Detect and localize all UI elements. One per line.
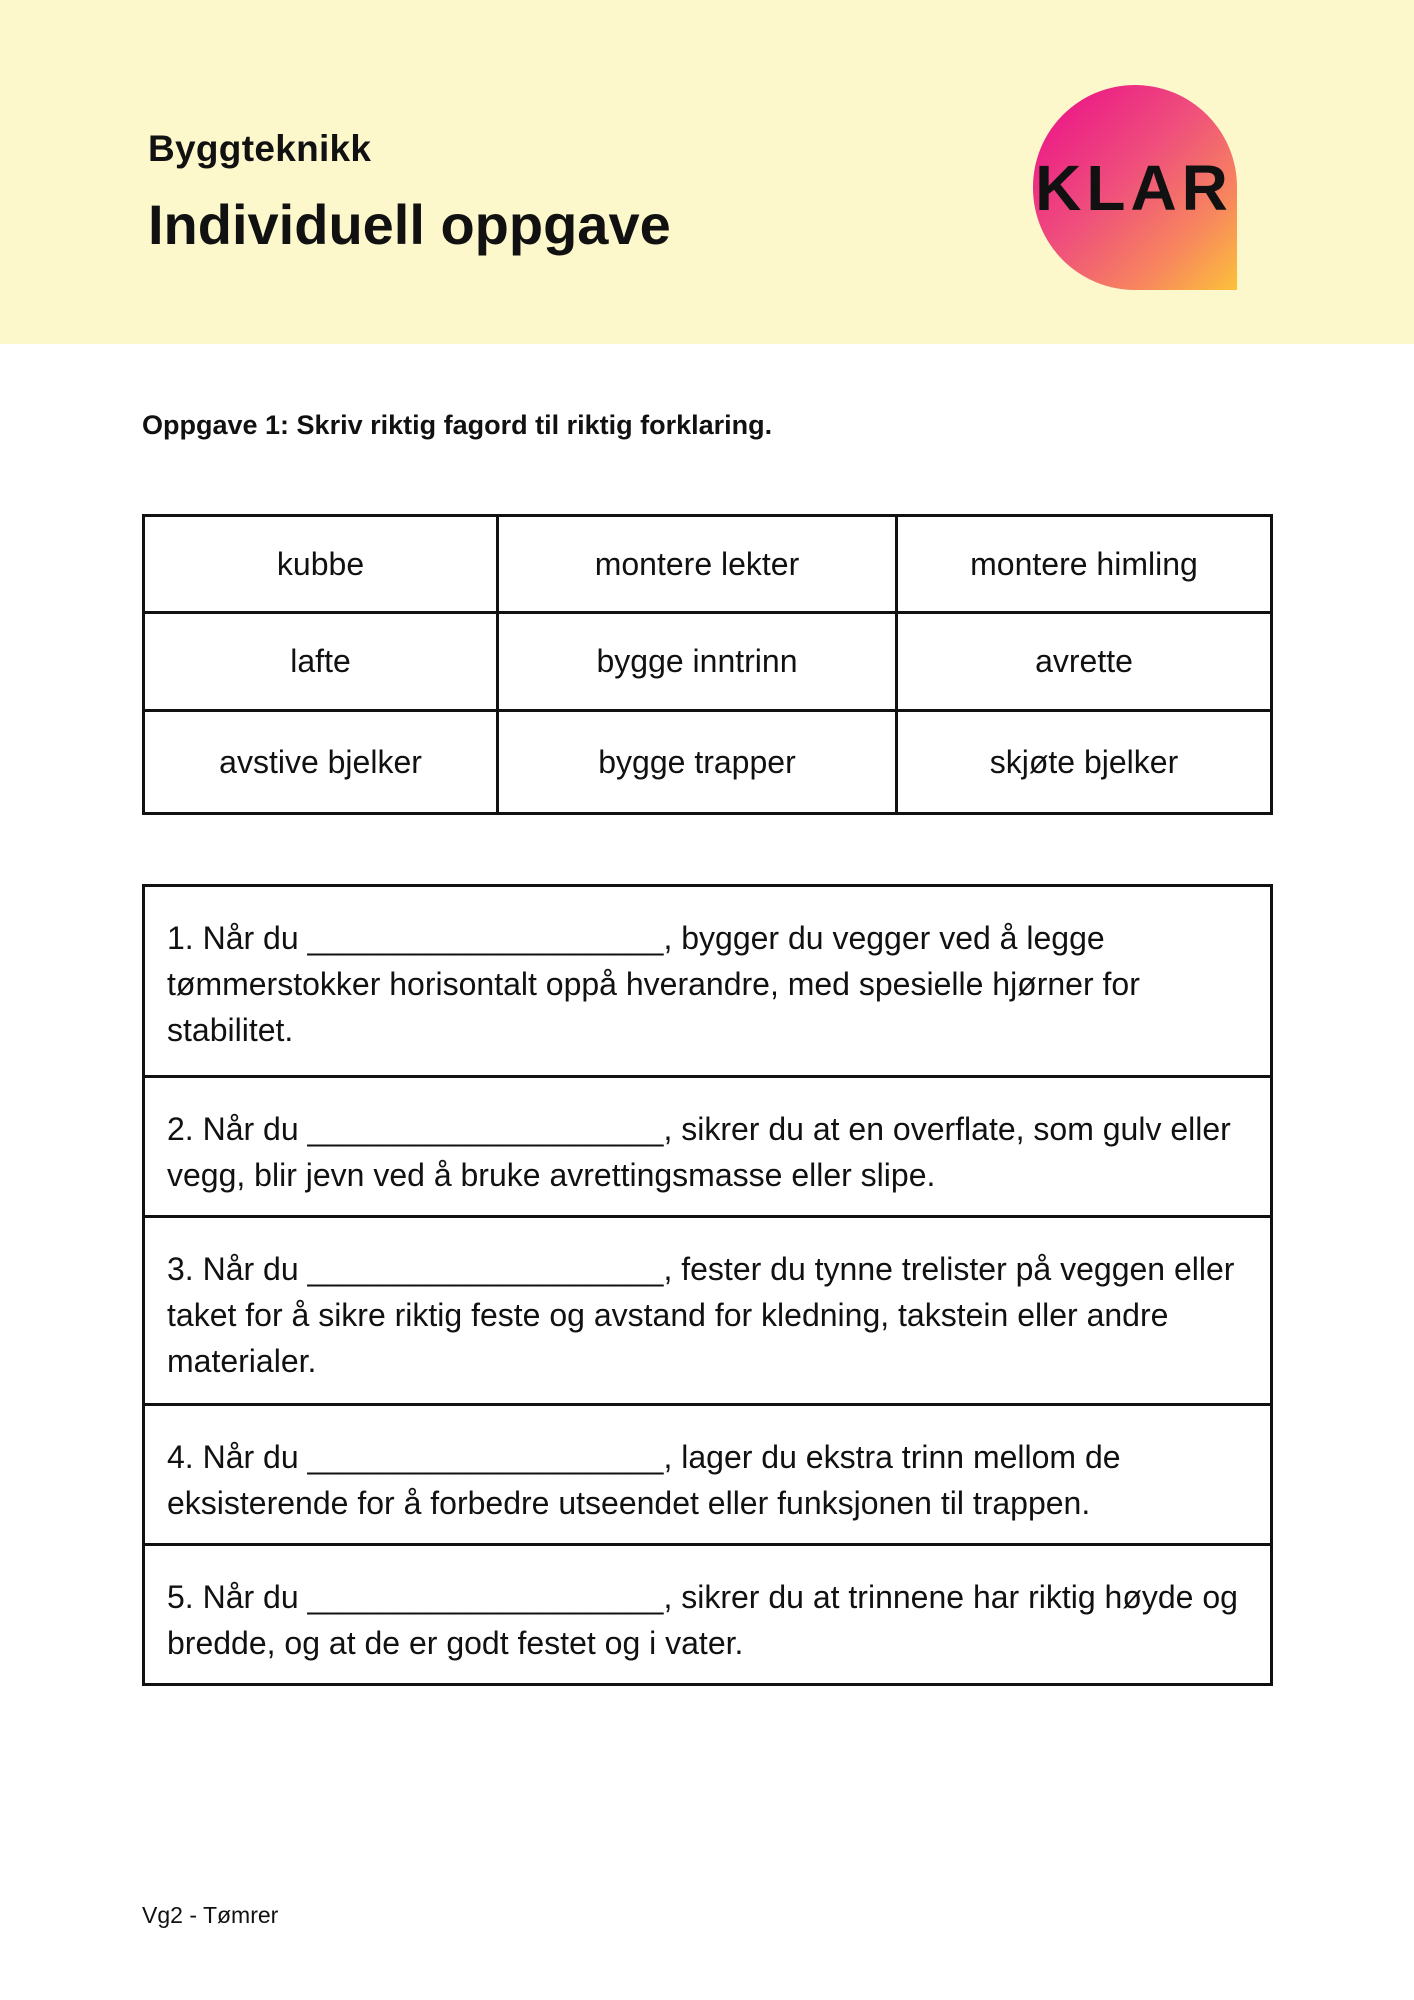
word-cell: skjøte bjelker: [896, 711, 1271, 814]
word-cell: avstive bjelker: [144, 711, 498, 814]
question-item: 1. Når du ____________________, bygger du vegger ved å legge tømmerstokker horisontalt oppå hverandre, med spesielle hjørner for stabilitet.: [167, 920, 1140, 1048]
word-cell: montere lekter: [498, 516, 897, 613]
question-list: [142, 884, 1273, 1686]
word-table: [142, 514, 1273, 815]
word-cell: bygge inntrinn: [498, 613, 897, 711]
logo-text: KLAR: [1035, 151, 1233, 224]
page-header: [0, 0, 1414, 344]
klar-logo: [1033, 85, 1237, 290]
word-cell: lafte: [144, 613, 498, 711]
question-item: 3. Når du ____________________, fester du tynne trelister på veggen eller taket for å sikre riktig feste og avstand for kledning, takstein eller andre materialer.: [145, 1215, 1270, 1403]
question-item: 2. Når du ____________________, sikrer du at en overflate, som gulv eller vegg, blir jevn ved å bruke avrettingsmasse eller slipe.: [145, 1075, 1270, 1215]
word-table-row: [144, 711, 1272, 814]
footer-label: Vg2 - Tømrer: [142, 1902, 279, 1928]
task-heading: Oppgave 1: Skriv riktig fagord til riktig forklaring.: [142, 410, 773, 440]
word-table-row: [144, 613, 1272, 711]
question-item: 4. Når du ____________________, lager du ekstra trinn mellom de eksisterende for å forbedre utseendet eller funksjonen til trappen.: [145, 1403, 1270, 1543]
page-title: Individuell oppgave: [148, 193, 671, 256]
word-cell: kubbe: [144, 516, 498, 613]
word-cell: montere himling: [896, 516, 1271, 613]
subject-label: Byggteknikk: [148, 128, 372, 169]
word-table-row: [144, 516, 1272, 613]
question-item: 5. Når du ____________________, sikrer du at trinnene har riktig høyde og bredde, og at de er godt festet og i vater.: [145, 1543, 1270, 1683]
word-cell: avrette: [896, 613, 1271, 711]
word-cell: bygge trapper: [498, 711, 897, 814]
